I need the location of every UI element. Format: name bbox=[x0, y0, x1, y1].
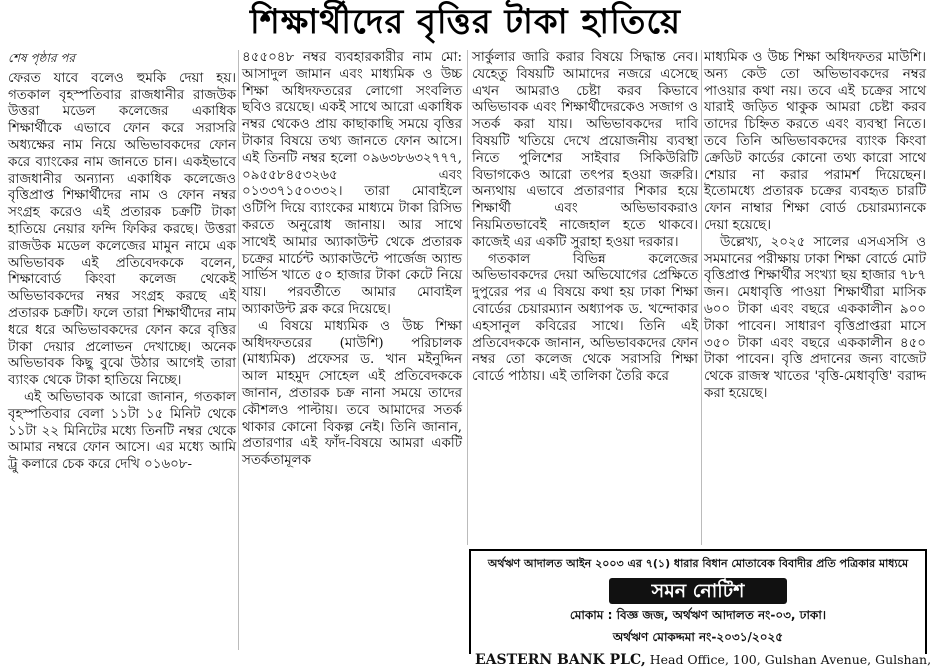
notice-law-line: অর্থঋণ আদালত আইন ২০০৩ এর ৭(১) ধারার বিধান মোতাবেক বিবাদীর প্রতি পত্রিকার মাধ্যমে bbox=[487, 557, 909, 570]
notice-court: মোকাম : বিজ্ঞ জজ, অর্থঋণ আদালত নং-০৩, ঢাকা। bbox=[569, 608, 827, 622]
paragraph: সার্কুলার জারি করার বিষয়ে সিদ্ধান্ত নেব। যেহেতু বিষয়টি আমাদের নজরে এসেছে এখন আমরাও চেষ্টা করব কিভাবে অভিভাবক এবং শিক্ষার্থীদেরকেও সজাগ ও সতর্ক করা যায়। অভিভাবকদের দাবি বিষয়টি খতিয়ে দেখে প্রয়োজনীয় ব্যবস্থা নিতে পুলিশের সাইবার সিকিউরিটি বিভাগকেও আরো তৎপর হওয়া জরুরি। অন্যথায় এভাবে প্রতারণার শিকার হয়ে শিক্ষার্থী এবং অভিভাবকরাও নিয়মিতভাবেই নাজেহাল হতে থাকবে। কাজেই এর একটি সুরাহা হওয়া দরকার। bbox=[472, 50, 698, 250]
paragraph: ৪৫৫০৪৮ নম্বর ব্যবহারকারীর নাম মো: আসাদুল জামান এবং মাধ্যমিক ও উচ্চ শিক্ষা অধিদফতরের লোগো সংবলিত ছবিও রয়েছে। একই সাথে আরো একাধিক নম্বর থেকেও প্রায় কাছাকাছি সময়ে বৃত্তির টাকার বিষয়ে তথ্য জানতে ফোন আসে। এই তিনটি নম্বর হলো ০৯৬৩৮৬৩২৭৭৭, ০৯৫৫৮৪৫৩২৬৫ এবং ০১৩৩৭১৫০৩৩২। তারা মোবাইলে ওটিপি দিয়ে ব্যাংকের মাধ্যমে টাকা রিসিভ করতে অনুরোধ জানায়। আর সাথে সাথেই আমার অ্যাকাউন্ট থেকে প্রতারক চক্রের মার্চেন্ট অ্যাকাউন্টে পার্জেজ অ্যান্ড সার্ভিস খাতে ৫০ হাজার টাকা কেটে নিয়ে যায়। পরবর্তীতে আমার মোবাইল অ্যাকাউন্ট ব্লক করে দিয়েছে। bbox=[242, 50, 462, 317]
column-divider bbox=[238, 50, 239, 650]
notice-bank-line bbox=[471, 652, 931, 668]
column-divider bbox=[701, 50, 702, 545]
notice-case-number: অর্থঋণ মোকদ্দমা নং-২০৩১/২০২৫ bbox=[612, 630, 784, 644]
column-divider bbox=[467, 50, 468, 545]
paragraph: মাধ্যমিক ও উচ্চ শিক্ষা অধিদফতর মাউশি। অন্য কেউ তো অভিভাবকদের নম্বর পাওয়ার কথা নয়। তবে এই চক্রের সাথে যারাই জড়িত থাকুক আমরা চেষ্টা করব তাদের চিহ্নিত করতে এবং ব্যবস্থা নিতে। তবে তিনি অভিভাবকদের ব্যাংক কিংবা ক্রেডিট কার্ডের কোনো তথ্য কারো সাথে শেয়ার না করার পরামর্শ দিয়েছেন। ইতোমধ্যে প্রতারক চক্রের ব্যবহৃত চারটি ফোন নাম্বার শিক্ষা বোর্ড চেয়ারম্যানকে দেয়া হয়েছে। bbox=[704, 50, 926, 233]
notice-title: সমন নোটিশ bbox=[609, 578, 787, 604]
paragraph: উল্লেখ্য, ২০২৫ সালের এসএসসি ও সমমানের পরীক্ষায় ঢাকা শিক্ষা বোর্ডে মোট বৃত্তিপ্রাপ্ত শিক্ষার্থীর সংখ্যা ছয় হাজার ৭৮৭ জন। মেধাবৃত্তি পাওয়া শিক্ষার্থীরা মাসিক ৬০০ টাকা এবং বছরে এককালীন ৯০০ টাকা পাবেন। সাধারণ বৃত্তিপ্রাপ্তরা মাসে ৩৫০ টাকা এবং বছরে এককালীন ৪৫০ টাকা পাবেন। বৃত্তি প্রদানের জন্য বাজেট থেকে রাজস্ব খাতের 'বৃত্তি-মেধাবৃত্তি' বরাদ্দ করা হয়েছে। bbox=[704, 234, 926, 401]
paragraph: এ বিষয়ে মাধ্যমিক ও উচ্চ শিক্ষা অধিদফতরের (মাউশি) পরিচালক (মাধ্যমিক) প্রফেসর ড. খান মইনুদ্দিন আল মাহমুদ সোহেল এই প্রতিবেদককে জানান, প্রতারক চক্র নানা সময়ে তাদের কৌশলও পাল্টায়। তবে আমাদের সতর্ক থাকার কোনো বিকল্প নেই। তিনি জানান, প্রতারণার এই ফাঁদ-বিষয়ে আমরা একটি সতর্কতামূলক bbox=[242, 318, 462, 469]
article-column-3 bbox=[472, 50, 698, 540]
article-column-4 bbox=[704, 50, 926, 540]
paragraph: এই অভিভাবক আরো জানান, গতকাল বৃহস্পতিবার বেলা ১১টা ১৫ মিনিট থেকে ১১টা ২২ মিনিটের মধ্যে তিনটি নম্বর থেকে আমার নম্বরে ফোন আসে। এর মধ্যে আমি ট্রু কলারে চেক করে দেখি ০১৬০৮- bbox=[8, 389, 236, 473]
bank-name: EASTERN BANK PLC, bbox=[475, 652, 646, 668]
article-column-1 bbox=[8, 50, 236, 654]
paragraph: ফেরত যাবে বলেও হুমকি দেয়া হয়। গতকাল বৃহস্পতিবার রাজধানীর রাজউক উত্তরা মডেল কলেজের একাধিক শিক্ষার্থীকে এভাবে ফোন করে সরাসরি অধ্যক্ষের নাম নিয়ে অভিভাবকদের ফোন করে ব্যাংকের নাম জানতে চান। একইভাবে রাজধানীর অন্যান্য একাধিক কলেজেও বৃত্তিপ্রাপ্ত শিক্ষার্থীদের নাম ও ফোন নম্বর সংগ্রহ করেও এই প্রতারক চক্রটি টাকা হাতিয়ে নেয়ার ফন্দি ফিকির করছে। উত্তরা রাজউক মডেল কলেজের মামুন নামে এক অভিভাবক এই প্রতিবেদককে বলেন, শিক্ষাবোর্ড কিংবা কলেজ থেকেই অভিভাবকদের নম্বর সংগ্রহ করছে এই প্রতারক চক্রটি। ফলে তারা শিক্ষার্থীদের নাম ধরে ধরে অভিভাবকদের ফোন করে বৃত্তির টাকা দেয়ার প্রলোভন দেখাচ্ছে। অনেক অভিভাবক কিছু বুঝে উঠার আগেই তারা ব্যাংক থেকে টাকা হাতিয়ে নিচ্ছে। bbox=[8, 70, 236, 389]
headline: শিক্ষার্থীদের বৃত্তির টাকা হাতিয়ে bbox=[249, 2, 682, 42]
continued-note: শেষ পৃষ্ঠার পর bbox=[8, 51, 76, 65]
paragraph: গতকাল বিভিন্ন কলেজের অভিভাবকদের দেয়া অভিযোগের প্রেক্ষিতে দুপুরের পর এ বিষয়ে কথা হয় ঢাকা শিক্ষা বোর্ডের চেয়ারম্যান অধ্যাপক ড. খন্দোকার এহসানুল কবিরের সাথে। তিনি এই প্রতিবেদককে জানান, অভিভাবকদের ফোন নম্বর তো কলেজ থেকে সরাসরি শিক্ষা বোর্ডে পাঠায়। এই তালিকা তৈরি করে bbox=[472, 251, 698, 385]
bank-address: Head Office, 100, Gulshan Avenue, Gulshan, bbox=[645, 652, 931, 667]
article-column-2 bbox=[242, 50, 462, 654]
summons-notice bbox=[469, 549, 931, 668]
